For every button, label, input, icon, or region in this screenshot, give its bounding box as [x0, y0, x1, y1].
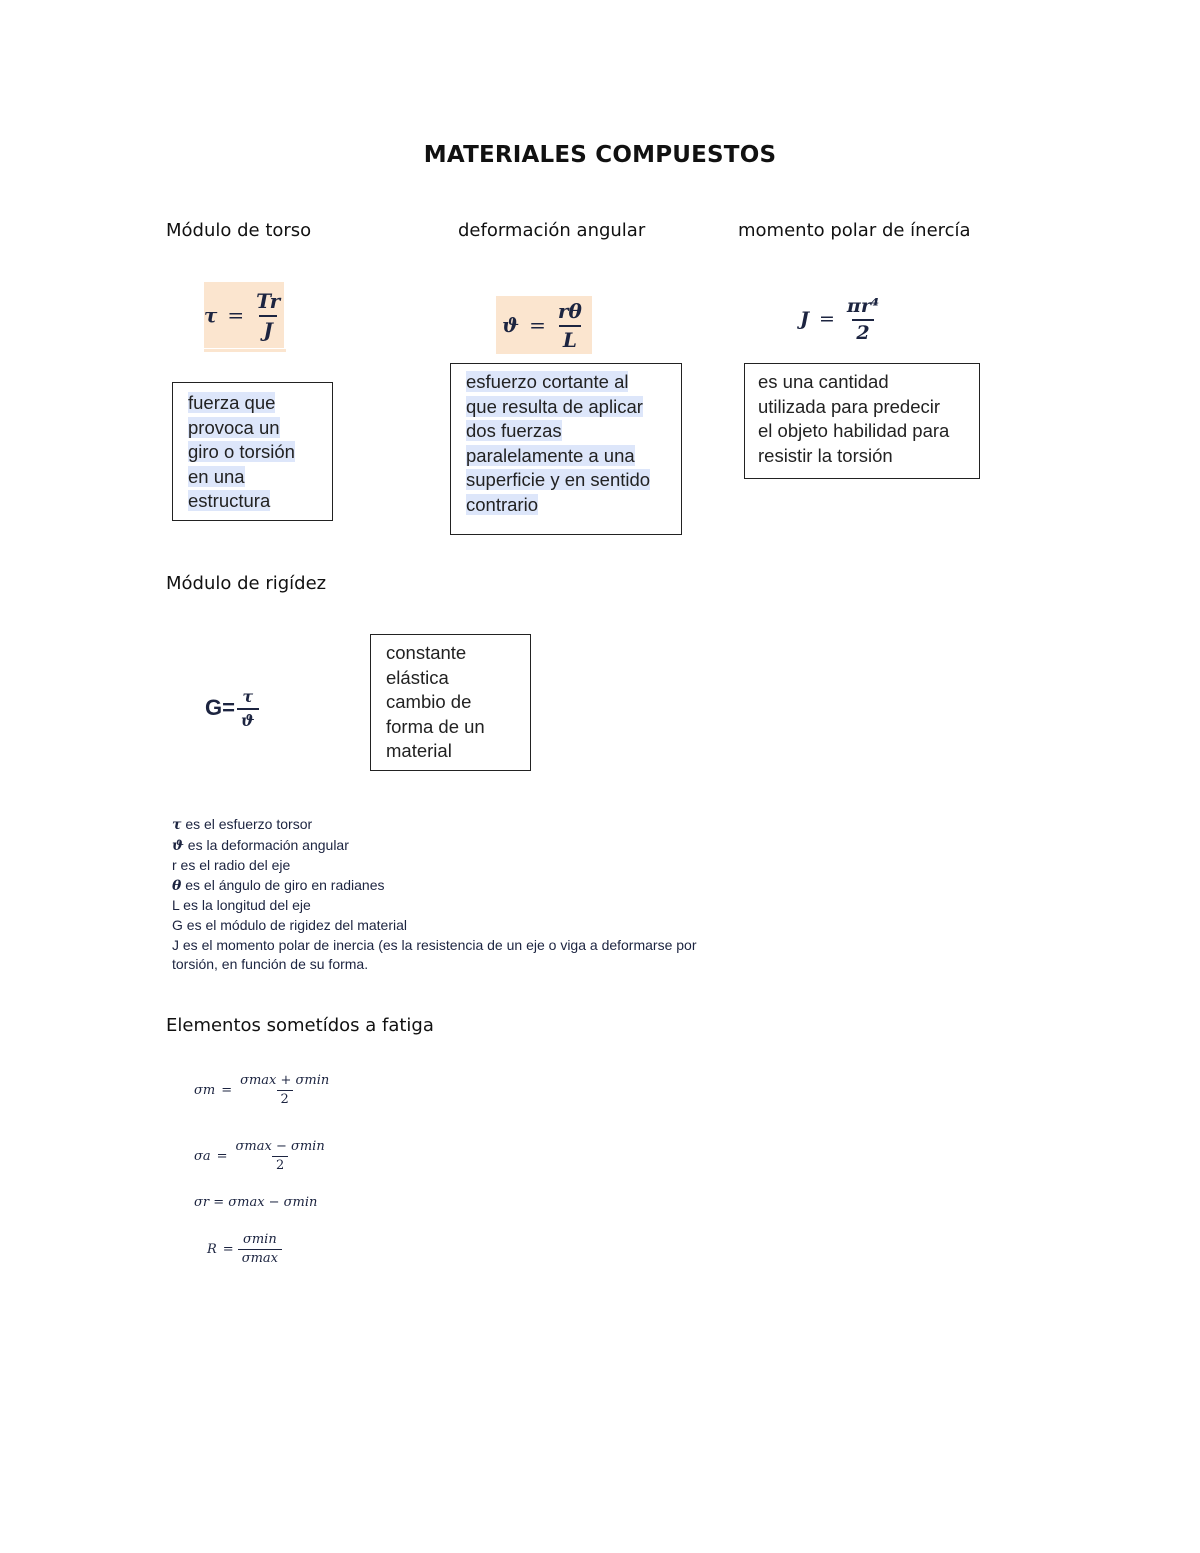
formula-momento-numerator: πr⁴ — [846, 294, 880, 317]
formula-torso-numerator: Tr — [256, 288, 281, 313]
formula-fatigue-amplitude-numerator: σmax − σmin — [235, 1139, 325, 1154]
formula-deformacion-numerator: rθ — [557, 298, 582, 323]
formula-deformacion — [496, 296, 592, 354]
heading-elementos-fatiga: Elementos sometídos a fatiga — [166, 1015, 434, 1036]
legend-text: es la deformación angular — [187, 836, 349, 853]
heading-deformacion-angular: deformación angular — [458, 220, 646, 241]
formula-momento-fraction — [843, 295, 883, 344]
formula-momento-lhs: J — [800, 308, 809, 330]
textbox-torso-line: provoca un — [188, 416, 280, 438]
legend-row — [172, 836, 697, 857]
legend-row — [172, 955, 697, 975]
textbox-deformacion-line: dos fuerzas — [466, 420, 562, 441]
textbox-momento-line: resistir la torsión — [758, 444, 893, 466]
formula-fatigue-amplitude-fraction — [232, 1139, 329, 1173]
formula-fatigue-amplitude-lhs: σa — [194, 1148, 211, 1164]
formula-fatigue-mean-eq: = — [221, 1082, 233, 1098]
textbox-deformacion-line: esfuerzo cortante al — [466, 371, 629, 392]
textbox-momento[interactable] — [744, 363, 980, 479]
formula-deformacion-denominator: L — [559, 325, 581, 352]
formula-momento-eq: = — [819, 308, 835, 330]
legend-row — [172, 815, 697, 836]
formula-rigidez-fraction — [237, 687, 259, 730]
legend-text: torsión, en función de su forma. — [172, 956, 369, 973]
formula-fatigue-mean-numerator: σmax + σmin — [240, 1073, 330, 1088]
legend-text: es el esfuerzo torsor — [185, 816, 313, 832]
formula-fatigue-ratio-eq: = — [222, 1241, 234, 1257]
textbox-rigidez[interactable] — [370, 634, 531, 771]
textbox-torso-line: giro o torsión — [188, 441, 295, 462]
legend-row — [172, 856, 697, 876]
textbox-deformacion-line: paralelamente a una — [466, 444, 635, 466]
formula-fatigue-amplitude — [194, 1136, 329, 1176]
formula-momento — [800, 292, 883, 346]
page-title: MATERIALES COMPUESTOS — [423, 142, 777, 168]
formula-fatigue-ratio-numerator: σmin — [242, 1232, 277, 1247]
formula-fatigue-ratio-denominator: σmax — [238, 1249, 282, 1266]
textbox-rigidez-line: cambio de — [386, 691, 472, 712]
formula-torso-underline — [204, 349, 286, 352]
legend-row — [172, 896, 697, 916]
legend-text: L es la longitud del eje — [172, 897, 311, 914]
textbox-deformacion-line: que resulta de aplicar — [466, 395, 643, 417]
formula-fatigue-mean-lhs: σm — [194, 1082, 216, 1098]
heading-modulo-rigidez: Módulo de rigídez — [166, 573, 327, 594]
formula-deformacion-fraction — [554, 299, 586, 352]
formula-fatigue-ratio-lhs: R — [207, 1241, 217, 1257]
formula-fatigue-mean-fraction — [236, 1073, 333, 1107]
legend-text: G es el módulo de rigidez del material — [172, 916, 408, 933]
textbox-torso-line: fuerza que — [188, 392, 276, 413]
variable-legend — [172, 815, 697, 975]
formula-torso — [204, 282, 284, 348]
textbox-deformacion-line: superficie y en sentido — [466, 469, 651, 490]
textbox-rigidez-line: material — [386, 740, 452, 761]
legend-row — [172, 876, 697, 897]
formula-fatigue-amplitude-denominator: 2 — [272, 1156, 288, 1173]
formula-fatigue-mean — [194, 1070, 333, 1110]
formula-torso-fraction — [252, 289, 284, 342]
formula-torso-eq: = — [227, 303, 245, 327]
formula-deformacion-lhs: ϑ — [502, 313, 520, 337]
textbox-momento-line: el objeto habilidad para — [758, 420, 950, 441]
formula-rigidez-numerator: τ — [242, 686, 254, 706]
textbox-deformacion[interactable] — [450, 363, 682, 535]
formula-torso-denominator: J — [259, 315, 276, 342]
formula-momento-denominator: 2 — [852, 319, 873, 344]
textbox-torso-line: estructura — [188, 490, 271, 511]
formula-fatigue-ratio-fraction — [238, 1232, 282, 1266]
heading-momento-polar: momento polar de ínercía — [738, 220, 971, 241]
formula-fatigue-amplitude-eq: = — [216, 1148, 228, 1164]
formula-deformacion-eq: = — [529, 313, 546, 337]
textbox-momento-line: es una cantidad — [758, 371, 889, 392]
formula-rigidez — [205, 684, 259, 732]
textbox-rigidez-line: forma de un — [386, 715, 485, 737]
formula-fatigue-range — [194, 1192, 317, 1212]
formula-torso-lhs: τ — [203, 303, 218, 327]
textbox-torso[interactable] — [172, 382, 333, 521]
textbox-deformacion-line: contrario — [466, 493, 538, 515]
legend-symbol: θ — [172, 877, 182, 894]
textbox-torso-line: en una — [188, 465, 245, 487]
legend-row — [172, 936, 697, 956]
legend-row — [172, 916, 697, 936]
formula-rigidez-lhs: G= — [205, 695, 235, 720]
heading-modulo-torso: Módulo de torso — [166, 220, 312, 241]
legend-text: es el ángulo de giro en radianes — [185, 876, 385, 893]
formula-fatigue-ratio — [207, 1228, 282, 1270]
formula-fatigue-mean-denominator: 2 — [277, 1090, 293, 1107]
legend-text: J es el momento polar de inercia (es la resistencia de un eje o viga a deformarse por — [172, 936, 697, 953]
legend-text: r es el radio del eje — [172, 857, 291, 874]
textbox-momento-line: utilizada para predecir — [758, 395, 941, 417]
legend-symbol: τ — [172, 817, 182, 833]
legend-symbol: ϑ — [172, 837, 184, 854]
formula-rigidez-denominator: ϑ — [237, 708, 259, 730]
textbox-rigidez-line: elástica — [386, 666, 449, 688]
textbox-rigidez-line: constante — [386, 642, 467, 663]
formula-fatigue-range-text: σr = σmax − σmin — [194, 1194, 318, 1210]
